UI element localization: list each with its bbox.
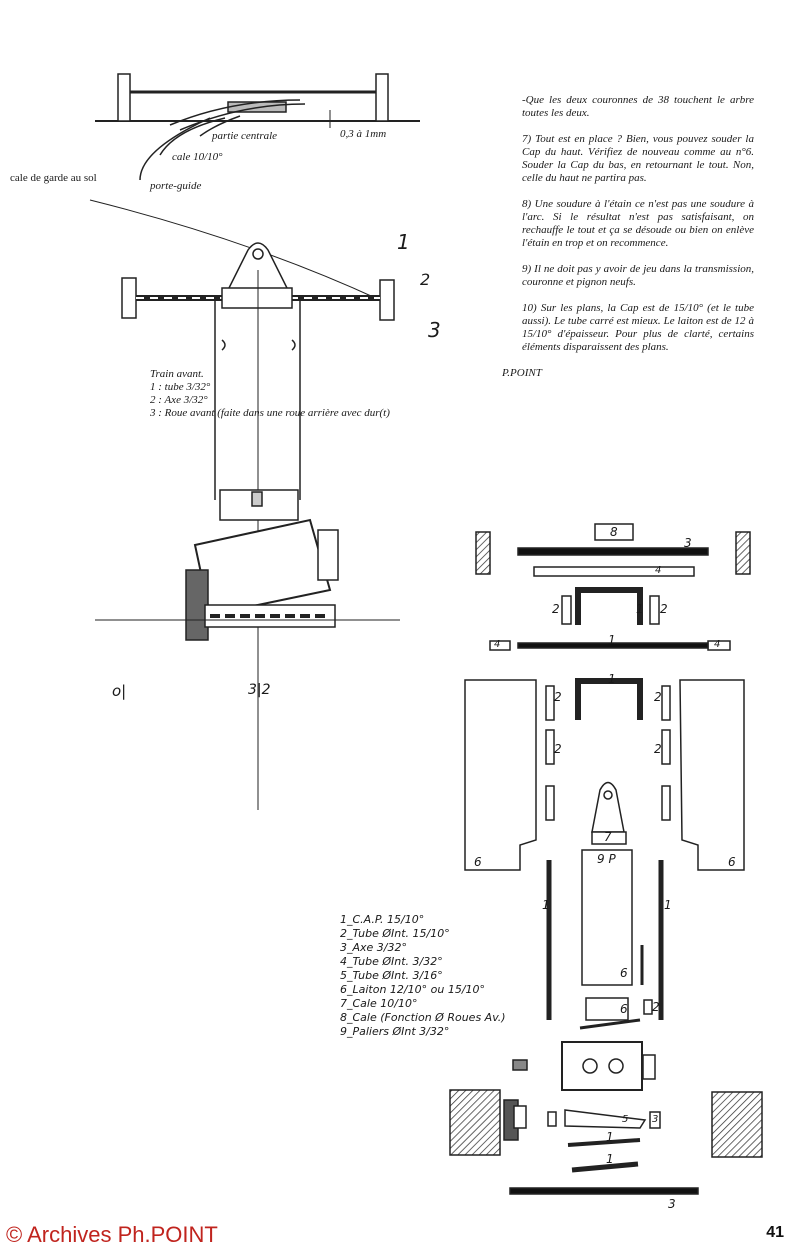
plan-label-2c: 2 bbox=[554, 690, 562, 704]
left-post bbox=[118, 74, 130, 121]
left-front-wheel bbox=[122, 278, 136, 318]
mark-3: 3 bbox=[428, 318, 441, 342]
plan-label-2b: 2 bbox=[660, 602, 668, 616]
plan-label-4b: 4 bbox=[494, 639, 501, 650]
right-post bbox=[376, 74, 388, 121]
legend-item-8: 8_Cale (Fonction Ø Roues Av.) bbox=[340, 1011, 506, 1024]
plan-label-3b: 3 bbox=[652, 1114, 659, 1125]
caption-item-3: 3 : Roue avant (faite dans une roue arrière avec dur(t) bbox=[150, 407, 390, 419]
plan-label-1g: 1 bbox=[606, 1152, 614, 1166]
plan-label-6b: 6 bbox=[728, 855, 736, 869]
parts-legend bbox=[340, 913, 506, 1039]
mark-bottom-left: o| bbox=[112, 682, 127, 700]
plan-label-1e: 1 bbox=[664, 898, 672, 912]
plan-label-7: 7 bbox=[604, 830, 612, 844]
plan-label-2e: 2 bbox=[654, 690, 662, 704]
plan-label-5: 5 bbox=[622, 1114, 629, 1125]
legend-item-6: 6_Laiton 12/10° ou 15/10° bbox=[340, 983, 486, 996]
article-paragraph-3: 8) Une soudure à l'étain ce n'est pas une soudure à l'arc. Si le résultat n'est pas satisfaisant, on rechauffe le tout et ça se désoude ou bien on enlève l'étain en trop et on recommence. bbox=[522, 198, 754, 249]
plan-label-9: 9 P bbox=[597, 852, 616, 866]
plan-label-1d: 1 bbox=[542, 898, 550, 912]
article-paragraph-5: 10) Sur les plans, la Cap est de 15/10° (et le tube aussi). Le tube carré est mieux. Le laiton est de 12 à 15/10° d'épaisseur. Pour plus de clarté, certains éléments disparaissent des plans. bbox=[522, 302, 754, 353]
article-paragraph-4: 9) Il ne doit pas y avoir de jeu dans la transmission, couronne et pignon neufs. bbox=[522, 263, 754, 288]
legend-item-4: 4_Tube ØInt. 3/32° bbox=[340, 955, 443, 968]
plan-label-2g: 2 bbox=[652, 1000, 660, 1014]
legend-item-3: 3_Axe 3/32° bbox=[340, 941, 407, 954]
caption-item-2: 2 : Axe 3/32° bbox=[150, 394, 208, 406]
plan-label-4c: 4 bbox=[714, 639, 721, 650]
mark-2: 2 bbox=[420, 270, 431, 289]
copyright-notice: © Archives Ph.POINT bbox=[6, 1222, 218, 1247]
article-column bbox=[502, 94, 754, 393]
caption-title: Train avant. bbox=[150, 368, 204, 380]
plan-label-2d: 2 bbox=[554, 742, 562, 756]
plan-label-1c: 1 bbox=[608, 672, 616, 686]
plan-label-3a: 3 bbox=[684, 536, 692, 550]
plan-label-4a: 4 bbox=[655, 565, 662, 576]
plan-label-3c: 3 bbox=[668, 1197, 676, 1211]
article-author: P.POINT bbox=[502, 367, 542, 379]
plan-label-8: 8 bbox=[610, 525, 618, 539]
right-front-wheel bbox=[380, 280, 394, 320]
plan-label-6a: 6 bbox=[474, 855, 482, 869]
plan-label-1b: 1 bbox=[608, 633, 616, 647]
front-train-caption bbox=[150, 368, 390, 420]
plan-label-2a: 2 bbox=[552, 602, 560, 616]
legend-item-1: 1_C.A.P. 15/10° bbox=[340, 913, 425, 926]
plan-label-2f: 2 bbox=[654, 742, 662, 756]
label-porte-guide: porte-guide bbox=[150, 180, 202, 192]
label-gap: 0,3 à 1mm bbox=[340, 128, 387, 140]
plan-label-6d: 6 bbox=[620, 1002, 628, 1016]
article-paragraph-1: -Que les deux couronnes de 38 touchent le arbre toutes les deux. bbox=[522, 94, 754, 119]
mark-1: 1 bbox=[397, 230, 410, 254]
plan-label-6c: 6 bbox=[620, 966, 628, 980]
mark-bottom-center: 3|2 bbox=[248, 682, 271, 698]
legend-item-2: 2_Tube ØInt. 15/10° bbox=[340, 927, 450, 940]
label-partie-centrale: partie centrale bbox=[212, 130, 278, 142]
caption-item-1: 1 : tube 3/32° bbox=[150, 381, 211, 393]
plan-label-1a: 1 bbox=[636, 602, 644, 616]
legend-item-7: 7_Cale 10/10° bbox=[340, 997, 418, 1010]
motor bbox=[195, 520, 330, 615]
label-cale: cale 10/10° bbox=[172, 151, 223, 163]
legend-item-5: 5_Tube ØInt. 3/16° bbox=[340, 969, 443, 982]
article-paragraph-2: 7) Tout est en place ? Bien, vous pouvez souder la Cap du haut. Vérifiez de nouveau comme au n°6. Souder la Cap du bas, en retournant le tout. Non, celle du haut ne partira pas. bbox=[522, 133, 754, 184]
plan-label-1f: 1 bbox=[606, 1130, 614, 1144]
page-number: 41 bbox=[766, 1224, 784, 1241]
label-cale-garde: cale de garde au sol bbox=[10, 172, 97, 184]
legend-item-9: 9_Paliers ØInt 3/32° bbox=[340, 1025, 450, 1038]
